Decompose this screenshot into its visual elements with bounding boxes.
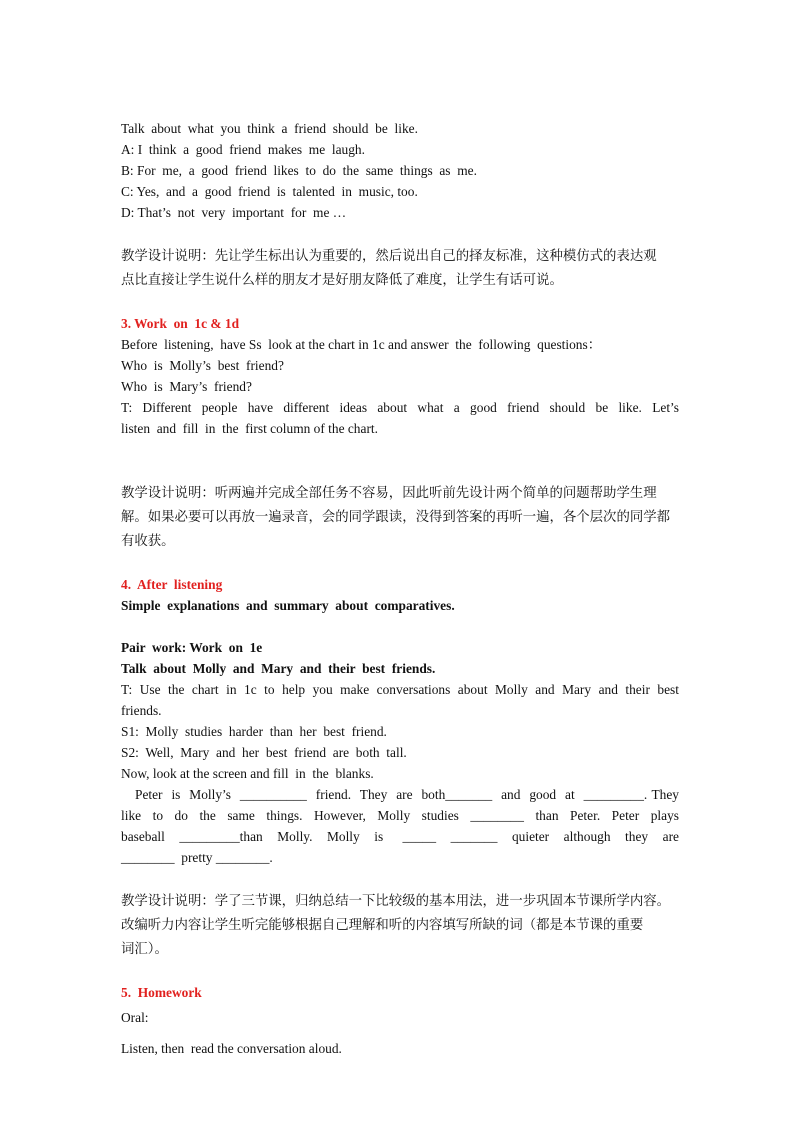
note-line: 教学设计说明：先让学生标出认为重要的，然后说出自己的择友标准，这种模仿式的表达观 (121, 248, 657, 263)
talk-section (121, 118, 679, 223)
section-heading: 4. After listening (121, 577, 223, 592)
note-line: 有收获。 (121, 533, 175, 548)
paragraph-line: listen and fill in the first column of the chart. (121, 421, 378, 436)
design-note-3 (121, 889, 679, 961)
section-subheading: Simple explanations and summary about comparatives. (121, 598, 455, 613)
section-3 (121, 313, 679, 439)
paragraph-line: Before listening, have Ss look at the chart in 1c and answer the following questions： (121, 337, 602, 352)
homework-oral-label: Oral: (121, 1010, 149, 1025)
example-line: S2: Well, Mary and her best friend are both tall. (121, 745, 407, 760)
paragraph-line: friends. (121, 703, 162, 718)
note-line: 教学设计说明：听两遍并完成全部任务不容易，因此听前先设计两个简单的问题帮助学生理 (121, 485, 657, 500)
note-line: 解。如果必要可以再放一遍录音，会的同学跟读，没得到答案的再听一遍，各个层次的同学都 (121, 509, 671, 524)
fill-blank-line: like to do the same things. However, Molly studies ________ than Peter. Peter plays (121, 808, 679, 823)
dialogue-line-b: B: For me, a good friend likes to do the same things as me. (121, 163, 477, 178)
pair-work-heading: Pair work: Work on 1e (121, 640, 263, 655)
section-heading: 3. Work on 1c & 1d (121, 316, 240, 331)
note-line: 点比直接让学生说什么样的朋友才是好朋友降低了难度，让学生有话可说。 (121, 272, 563, 287)
pair-work-subheading: Talk about Molly and Mary and their best friends. (121, 661, 436, 676)
homework-instruction: Listen, then read the conversation aloud. (121, 1041, 342, 1056)
example-line: S1: Molly studies harder than her best friend. (121, 724, 387, 739)
note-line: 词汇）。 (121, 941, 168, 956)
note-line: 教学设计说明：学了三节课，归纳总结一下比较级的基本用法，进一步巩固本节课所学内容。 (121, 893, 671, 908)
instruction-line: Now, look at the screen and fill in the blanks. (121, 766, 374, 781)
talk-prompt: Talk about what you think a friend should be like. (121, 121, 418, 136)
dialogue-line-c: C: Yes, and a good friend is talented in music, too. (121, 184, 418, 199)
paragraph-line: T: Use the chart in 1c to help you make conversations about Molly and Mary and their best (121, 682, 679, 697)
dialogue-line-d: D: That’s not very important for me … (121, 205, 347, 220)
section-4 (121, 574, 679, 868)
design-note-1 (121, 244, 679, 292)
design-note-2 (121, 481, 679, 553)
question-line: Who is Molly’s best friend? (121, 358, 284, 373)
dialogue-line-a: A: I think a good friend makes me laugh. (121, 142, 365, 157)
note-line: 改编听力内容让学生听完能够根据自己理解和听的内容填写所缺的词（都是本节课的重要 (121, 917, 644, 932)
fill-blank-line: Peter is Molly’s __________ friend. They are both_______ and good at _________. They (135, 787, 679, 802)
fill-blank-line: baseball _________than Molly. Molly is _____ _______ quieter although they are (121, 829, 679, 844)
document-page (121, 118, 679, 1059)
paragraph-line: T: Different people have different ideas about what a good friend should be like. Let’s (121, 400, 679, 415)
section-5 (121, 982, 679, 1059)
fill-blank-line: ________ pretty ________. (121, 850, 273, 865)
section-heading: 5. Homework (121, 985, 202, 1000)
question-line: Who is Mary’s friend? (121, 379, 252, 394)
